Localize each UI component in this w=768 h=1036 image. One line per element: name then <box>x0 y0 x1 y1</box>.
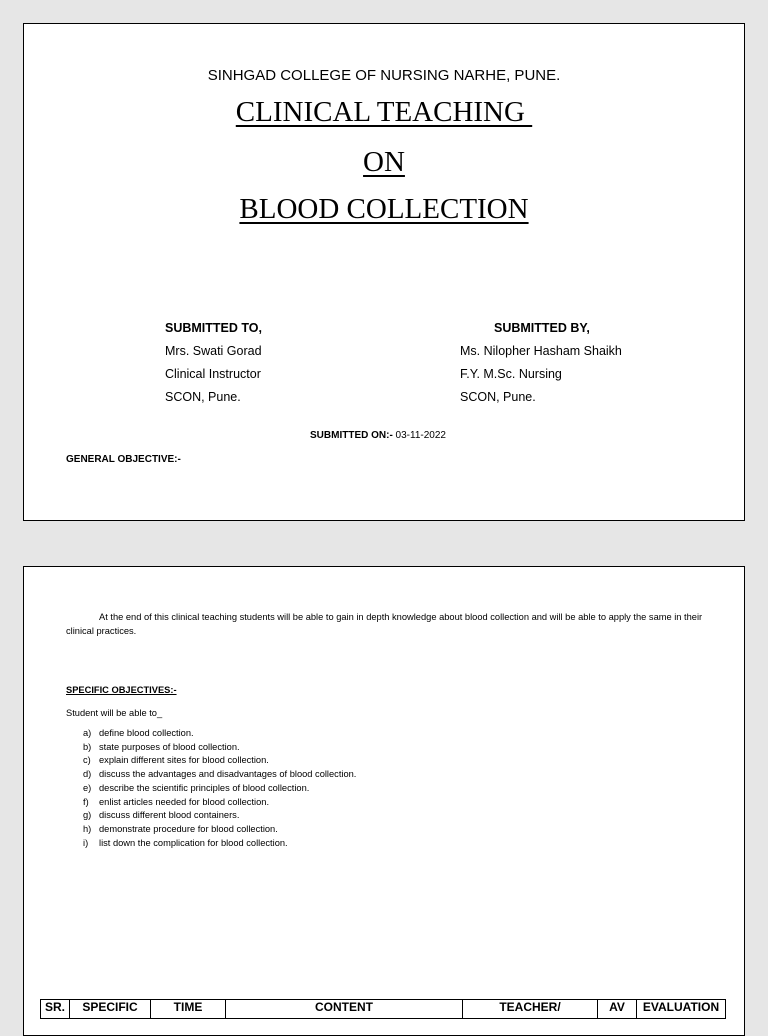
list-text: list down the complication for blood collection. <box>99 837 288 848</box>
header-av: AV <box>598 1000 637 1019</box>
header-evaluation: EVALUATION <box>637 1000 726 1019</box>
table-header-row <box>41 1000 726 1019</box>
header-content: CONTENT <box>226 1000 463 1019</box>
objectives-page <box>23 566 745 1036</box>
list-text: state purposes of blood collection. <box>99 741 240 752</box>
general-objective-label: GENERAL OBJECTIVE:- <box>66 454 181 465</box>
header-specific: SPECIFIC <box>70 1000 151 1019</box>
list-text: explain different sites for blood collection. <box>99 755 269 766</box>
list-text: describe the scientific principles of blood collection. <box>99 782 310 793</box>
list-text: demonstrate procedure for blood collection. <box>99 823 278 834</box>
list-marker: b) <box>83 741 92 752</box>
title-line-2 <box>24 146 744 179</box>
list-item <box>83 809 356 823</box>
lesson-plan-table <box>40 999 726 1019</box>
header-teacher: TEACHER/ <box>463 1000 598 1019</box>
submitted-by-designation: F.Y. M.Sc. Nursing <box>460 367 562 381</box>
title-line-3-text: BLOOD COLLECTION <box>239 193 529 225</box>
title-line-1 <box>24 96 744 129</box>
header-time: TIME <box>151 1000 226 1019</box>
list-marker: g) <box>83 810 92 821</box>
list-marker: f) <box>83 796 89 807</box>
objectives-list <box>83 727 356 850</box>
submitted-on <box>310 430 446 441</box>
list-marker: i) <box>83 837 89 848</box>
submitted-by-block <box>460 317 622 409</box>
submitted-on-date: 03-11-2022 <box>392 430 446 441</box>
list-marker: c) <box>83 755 91 766</box>
submitted-on-label: SUBMITTED ON:- <box>310 430 393 441</box>
header-sr: SR. <box>41 1000 70 1019</box>
list-text: enlist articles needed for blood collection. <box>99 796 270 807</box>
submitted-to-name: Mrs. Swati Gorad <box>165 344 262 358</box>
list-item <box>83 796 356 810</box>
submitted-by-name: Ms. Nilopher Hasham Shaikh <box>460 344 622 358</box>
submitted-by-place: SCON, Pune. <box>460 390 536 404</box>
list-marker: d) <box>83 769 92 780</box>
submitted-to-block <box>165 317 262 409</box>
objectives-lead-in: Student will be able to_ <box>66 708 163 718</box>
title-line-1-text: CLINICAL TEACHING <box>235 96 533 128</box>
list-item <box>83 837 356 851</box>
list-item <box>83 823 356 837</box>
list-item <box>83 727 356 741</box>
list-item <box>83 768 356 782</box>
college-name: SINHGAD COLLEGE OF NURSING NARHE, PUNE. <box>207 67 561 84</box>
specific-objectives-heading: SPECIFIC OBJECTIVES:- <box>66 685 177 695</box>
list-text: define blood collection. <box>99 728 194 738</box>
list-text: discuss the advantages and disadvantages of blood collection. <box>99 769 357 780</box>
submitted-by-heading: SUBMITTED BY, <box>494 321 590 335</box>
list-marker: h) <box>83 823 92 834</box>
submitted-to-heading: SUBMITTED TO, <box>165 321 262 335</box>
cover-page <box>23 23 745 521</box>
title-line-3 <box>24 193 744 226</box>
general-objective-text: At the end of this clinical teaching students will be able to gain in depth knowledge about blood collection and will be able to apply the same in their clinical practices. <box>66 612 703 636</box>
submitted-to-place: SCON, Pune. <box>165 390 241 404</box>
list-item <box>83 741 356 755</box>
list-item <box>83 782 356 796</box>
title-line-2-text: ON <box>363 146 405 178</box>
list-text: discuss different blood containers. <box>99 810 240 821</box>
list-item <box>83 754 356 768</box>
list-marker: a) <box>83 728 92 738</box>
list-marker: e) <box>83 782 92 793</box>
submitted-to-designation: Clinical Instructor <box>165 367 261 381</box>
